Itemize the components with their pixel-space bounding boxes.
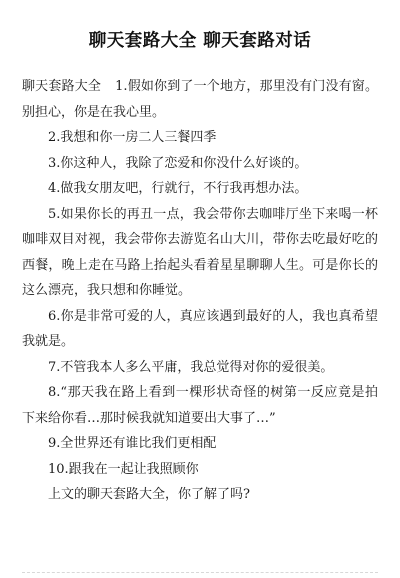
paragraph-8: 8.“那天我在路上看到一棵形状奇怪的树第一反应竟是拍下来给你看…那时候我就知道要出大事了…” bbox=[22, 385, 378, 426]
intro-label: 聊天套路大全 bbox=[22, 79, 102, 94]
paragraph-9: 9.全世界还有谁比我们更相配 bbox=[48, 436, 217, 451]
paragraph-10: 10.跟我在一起让我照顾你 bbox=[48, 461, 199, 477]
closing-paragraph: 上文的聊天套路大全，你了解了吗? bbox=[48, 487, 250, 502]
paragraph-7: 7.不管我本人多么平庸，我总觉得对你的爱很美。 bbox=[48, 359, 334, 375]
paragraph-2: 2.我想和你一房二人三餐四季 bbox=[48, 130, 217, 145]
paragraph-5: 5.如果你长的再丑一点，我会带你去咖啡厅坐下来喝一杯咖啡双目对视，我会带你去游览名山大川，带你去吃最好吃的西餐，晚上走在马路上抬起头看着星星聊聊人生。可是你长的这么漂亮，我只想和你睡觉。 bbox=[22, 206, 378, 298]
paragraph-6: 6.你是非常可爱的人，真应该遇到最好的人，我也真希望我就是。 bbox=[22, 308, 378, 349]
paragraph-1-text: 1.假如你到了一个地方，那里没有门没有窗。别担心，你是在我心里。 bbox=[22, 79, 378, 120]
paragraph-3: 3.你这种人，我除了恋爱和你没什么好谈的。 bbox=[48, 155, 308, 171]
page-title: 聊天套路大全 聊天套路对话 bbox=[88, 31, 312, 51]
paragraph-1 bbox=[22, 74, 378, 125]
bottom-divider bbox=[22, 572, 378, 573]
paragraph-4: 4.做我女朋友吧，行就行，不行我再想办法。 bbox=[48, 181, 308, 196]
